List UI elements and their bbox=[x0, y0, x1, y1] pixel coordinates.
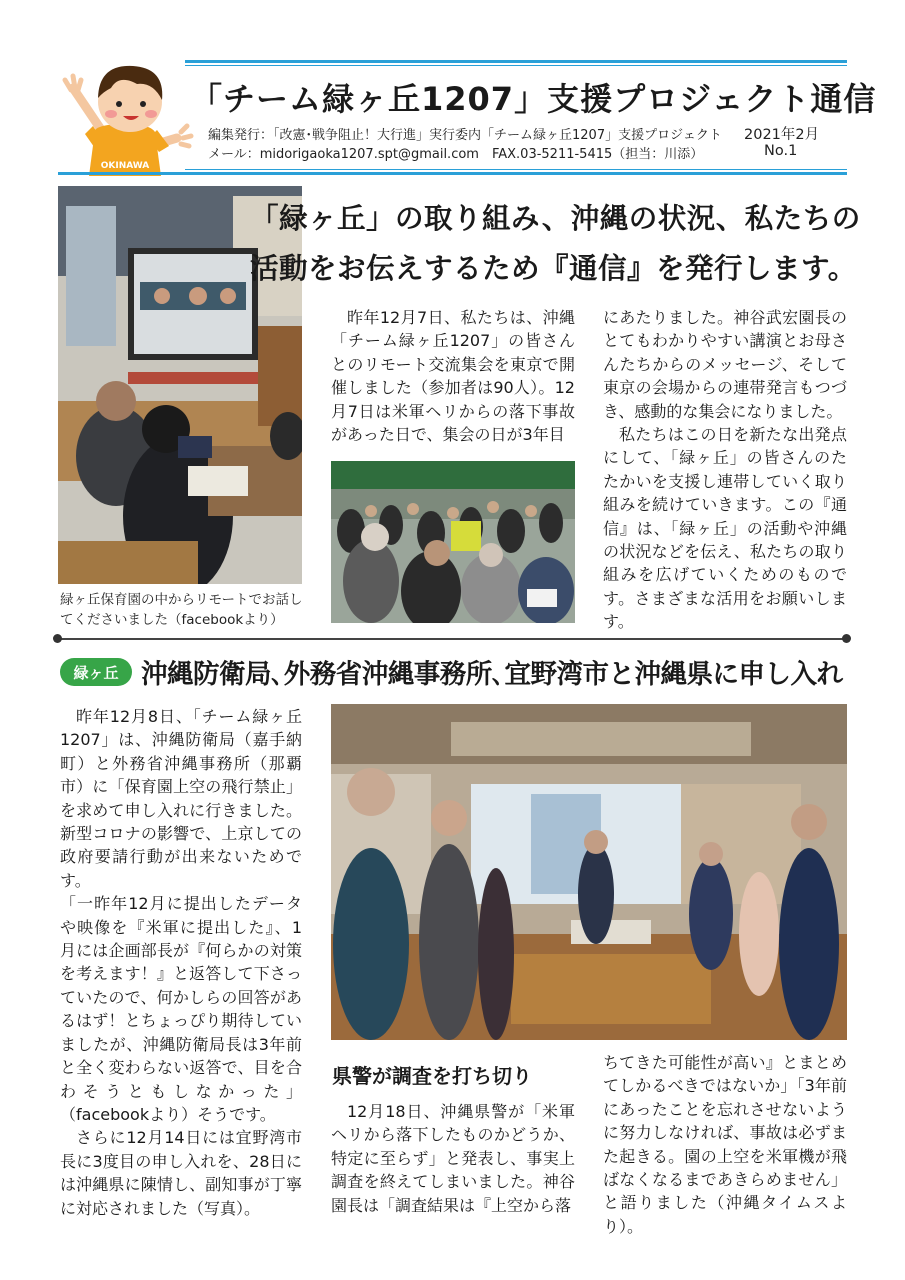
lead-paragraph-3: 私たちはこの日を新たな出発点にして、「緑ヶ丘」の皆さんのたたかいを支援し連帯していく取り組みを続けていきます。この『通信』は、「緑ヶ丘」の活動や沖縄の状況などを伝え、私たちの取り組みを広げていくためのものです。さまざまな活用をお願いします。 bbox=[603, 425, 847, 632]
section-right-column bbox=[603, 1051, 847, 1238]
lead-paragraph-1: 昨年12月7日、私たちは、沖縄「チーム緑ヶ丘1207」の皆さんとのリモート交流集会を東京で開催しました（参加者は90人）。12月7日は米軍ヘリからの落下事故があった日で、集会の日が3年目 bbox=[331, 308, 575, 445]
header-bottom-rule bbox=[185, 169, 847, 170]
mascot-label: OKINAWA bbox=[100, 161, 150, 171]
subsection-heading: 県警が調査を打ち切り bbox=[332, 1064, 532, 1088]
section-paragraph-1: 昨年12月8日、「チーム緑ヶ丘1207」は、沖縄防衛局（嘉手納町）と外務省沖縄事務所（那覇市）に「保育園上空の飛行禁止」を求めて申し入れに行きました。新型コロナの影響で、上京しての政府要請行動が出来ないためです。 bbox=[60, 707, 302, 890]
lead-headline-line2: 活動をお伝えするため『通信』を発行します。 bbox=[250, 252, 857, 285]
lead-headline-line1: 「緑ヶ丘」の取り組み、沖縄の状況、私たちの bbox=[250, 202, 861, 235]
remote-photo-caption: 緑ヶ丘保育園の中からリモートでお話してくださいました（facebookより） bbox=[60, 592, 303, 628]
header-top-rule-thin bbox=[185, 65, 847, 66]
assembly-photo bbox=[331, 461, 575, 623]
header-top-rule bbox=[185, 60, 847, 63]
newsletter-title: 「チーム緑ヶ丘1207」支援プロジェクト通信 bbox=[190, 80, 877, 118]
section-middle-column bbox=[331, 1100, 575, 1217]
publisher-line: 編集発行：「改憲･戦争阻止！大行進」実行委内「チーム緑ヶ丘1207」支援プロジェクト bbox=[208, 128, 722, 143]
issue-date: 2021年2月 bbox=[744, 127, 820, 143]
section-paragraph-3: さらに12月14日には宜野湾市長に3度目の申し入れを、28日には沖縄県に陳情し、副知事が丁寧に対応されました（写真）。 bbox=[60, 1128, 302, 1218]
section-divider bbox=[58, 638, 846, 640]
section-paragraph-2: 「一昨年12月に提出したデータや映像を『米軍に提出した』、1月には企画部長が『何らかの対策を考えます！』と返答して下さっていたので、何かしらの回答があるはず！とちょっぴり期待していましたが、沖縄防衛局長は3年前と全く変わらない返答で、目を合わそうともしなかった」（facebookより）そうです。 bbox=[60, 894, 302, 1124]
lead-column-2 bbox=[603, 306, 847, 634]
divider-dot-right bbox=[842, 634, 851, 643]
contact-line: メール：midorigaoka1207.spt@gmail.com FAX.03-5211-5415（担当：川添） bbox=[208, 147, 704, 162]
mascot-illustration bbox=[55, 58, 195, 176]
section-paragraph-5: ちてきた可能性が高い』とまとめてしかるべきではないか」「3年前にあったことを忘れさせないように努力しなければ、事故は必ずまた起きる。園の上空を米軍機が飛ばなくなるまであきらめません」と語りました（沖縄タイムスより）。 bbox=[603, 1053, 847, 1236]
section-left-column bbox=[60, 705, 302, 1220]
header-bottom-rule-thick bbox=[58, 172, 847, 175]
section-paragraph-4: 12月18日、沖縄県警が「米軍ヘリから落下したものかどうか、特定に至らず」と発表し、事実上調査を終えてしまいました。神谷園長は「調査結果は『上空から落 bbox=[331, 1102, 575, 1215]
section-badge: 緑ヶ丘 bbox=[60, 658, 132, 686]
meeting-room-photo bbox=[331, 704, 847, 1040]
issue-number: No.1 bbox=[764, 143, 798, 159]
section-title: 沖縄防衛局､外務省沖縄事務所､宜野湾市と沖縄県に申し入れ bbox=[141, 659, 843, 690]
lead-column-1 bbox=[331, 306, 575, 446]
divider-dot-left bbox=[53, 634, 62, 643]
lead-paragraph-2: にあたりました。神谷武宏園長のとてもわかりやすい講演とお母さんたちからのメッセージ、そして東京の会場からの連帯発言もつづき、感動的な集会になりました。 bbox=[603, 308, 847, 421]
